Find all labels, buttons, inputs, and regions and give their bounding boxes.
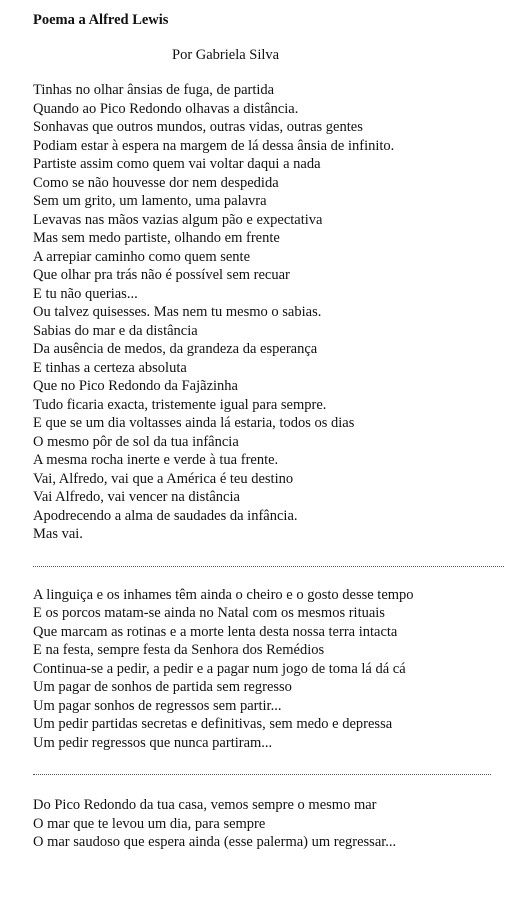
dotted-divider <box>33 774 491 775</box>
verse-line: E tu não querias... <box>33 285 138 302</box>
verse-line: Tinhas no olhar ânsias de fuga, de partida <box>33 82 275 98</box>
poem-document <box>33 11 527 852</box>
verse-line: Um pedir regressos que nunca partiram... <box>33 734 273 751</box>
verse-line: Sabias do mar e da distância <box>33 322 198 339</box>
verse-line: Sem um grito, um lamento, uma palavra <box>33 193 267 209</box>
verse-line: A mesma rocha inerte e verde à tua frente. <box>33 452 279 468</box>
verse-line: A arrepiar caminho como quem sente <box>33 248 251 265</box>
verse-line: E os porcos matam-se ainda no Natal com os mesmos rituais <box>33 605 385 621</box>
verse-line: Que no Pico Redondo da Fajãzinha <box>33 378 238 394</box>
verse-line: O mar saudoso que espera ainda (esse palerma) um regressar... <box>33 834 397 850</box>
verse-line: Que olhar pra trás não é possível sem recuar <box>33 267 290 283</box>
verse-line: Como se não houvesse dor nem despedida <box>33 174 279 191</box>
verse-line: Continua-se a pedir, a pedir e a pagar num jogo de toma lá dá cá <box>33 660 406 677</box>
verse-line: E que se um dia voltasses ainda lá estaria, todos os dias <box>33 415 355 431</box>
verse-line: Do Pico Redondo da tua casa, vemos sempre o mesmo mar <box>33 797 377 813</box>
verse-line: Levavas nas mãos vazias algum pão e expectativa <box>33 211 323 228</box>
verse-line: Partiste assim como quem vai voltar daqui a nada <box>33 156 321 172</box>
verse-line: Da ausência de medos, da grandeza da esperança <box>33 341 318 357</box>
verse-line: Tudo ficaria exacta, tristemente igual para sempre. <box>33 396 327 413</box>
poem-title: Poema a Alfred Lewis <box>33 12 169 28</box>
verse-line: Que marcam as rotinas e a morte lenta desta nossa terra intacta <box>33 623 398 640</box>
verse-line: Vai, Alfredo, vai que a América é teu destino <box>33 470 294 487</box>
stanza-2 <box>33 586 527 753</box>
verse-line: Um pedir partidas secretas e definitivas, sem medo e depressa <box>33 716 393 732</box>
verse-line: Um pagar sonhos de regressos sem partir... <box>33 697 282 714</box>
verse-line: Vai Alfredo, vai vencer na distância <box>33 489 240 505</box>
verse-line: Um pagar de sonhos de partida sem regresso <box>33 679 292 695</box>
verse-line: E tinhas a certeza absoluta <box>33 359 187 376</box>
dotted-divider <box>33 566 504 567</box>
verse-line: Sonhavas que outros mundos, outras vidas, outras gentes <box>33 119 363 135</box>
verse-line: Quando ao Pico Redondo olhavas a distância. <box>33 100 299 117</box>
verse-line: A linguiça e os inhames têm ainda o cheiro e o gosto desse tempo <box>33 586 414 603</box>
verse-line: Ou talvez quisesses. Mas nem tu mesmo o sabias. <box>33 304 322 320</box>
verse-line: E na festa, sempre festa da Senhora dos Remédios <box>33 642 325 658</box>
verse-line: O mesmo pôr de sol da tua infância <box>33 433 239 450</box>
poem-byline: Por Gabriela Silva <box>172 47 280 63</box>
stanza-1 <box>33 81 527 544</box>
stanza-3 <box>33 796 527 852</box>
verse-line: Mas vai. <box>33 526 83 542</box>
verse-line: Mas sem medo partiste, olhando em frente <box>33 230 280 246</box>
verse-line: Podiam estar à espera na margem de lá dessa ânsia de infinito. <box>33 137 395 154</box>
verse-line: O mar que te levou um dia, para sempre <box>33 815 266 832</box>
verse-line: Apodrecendo a alma de saudades da infância. <box>33 507 298 524</box>
